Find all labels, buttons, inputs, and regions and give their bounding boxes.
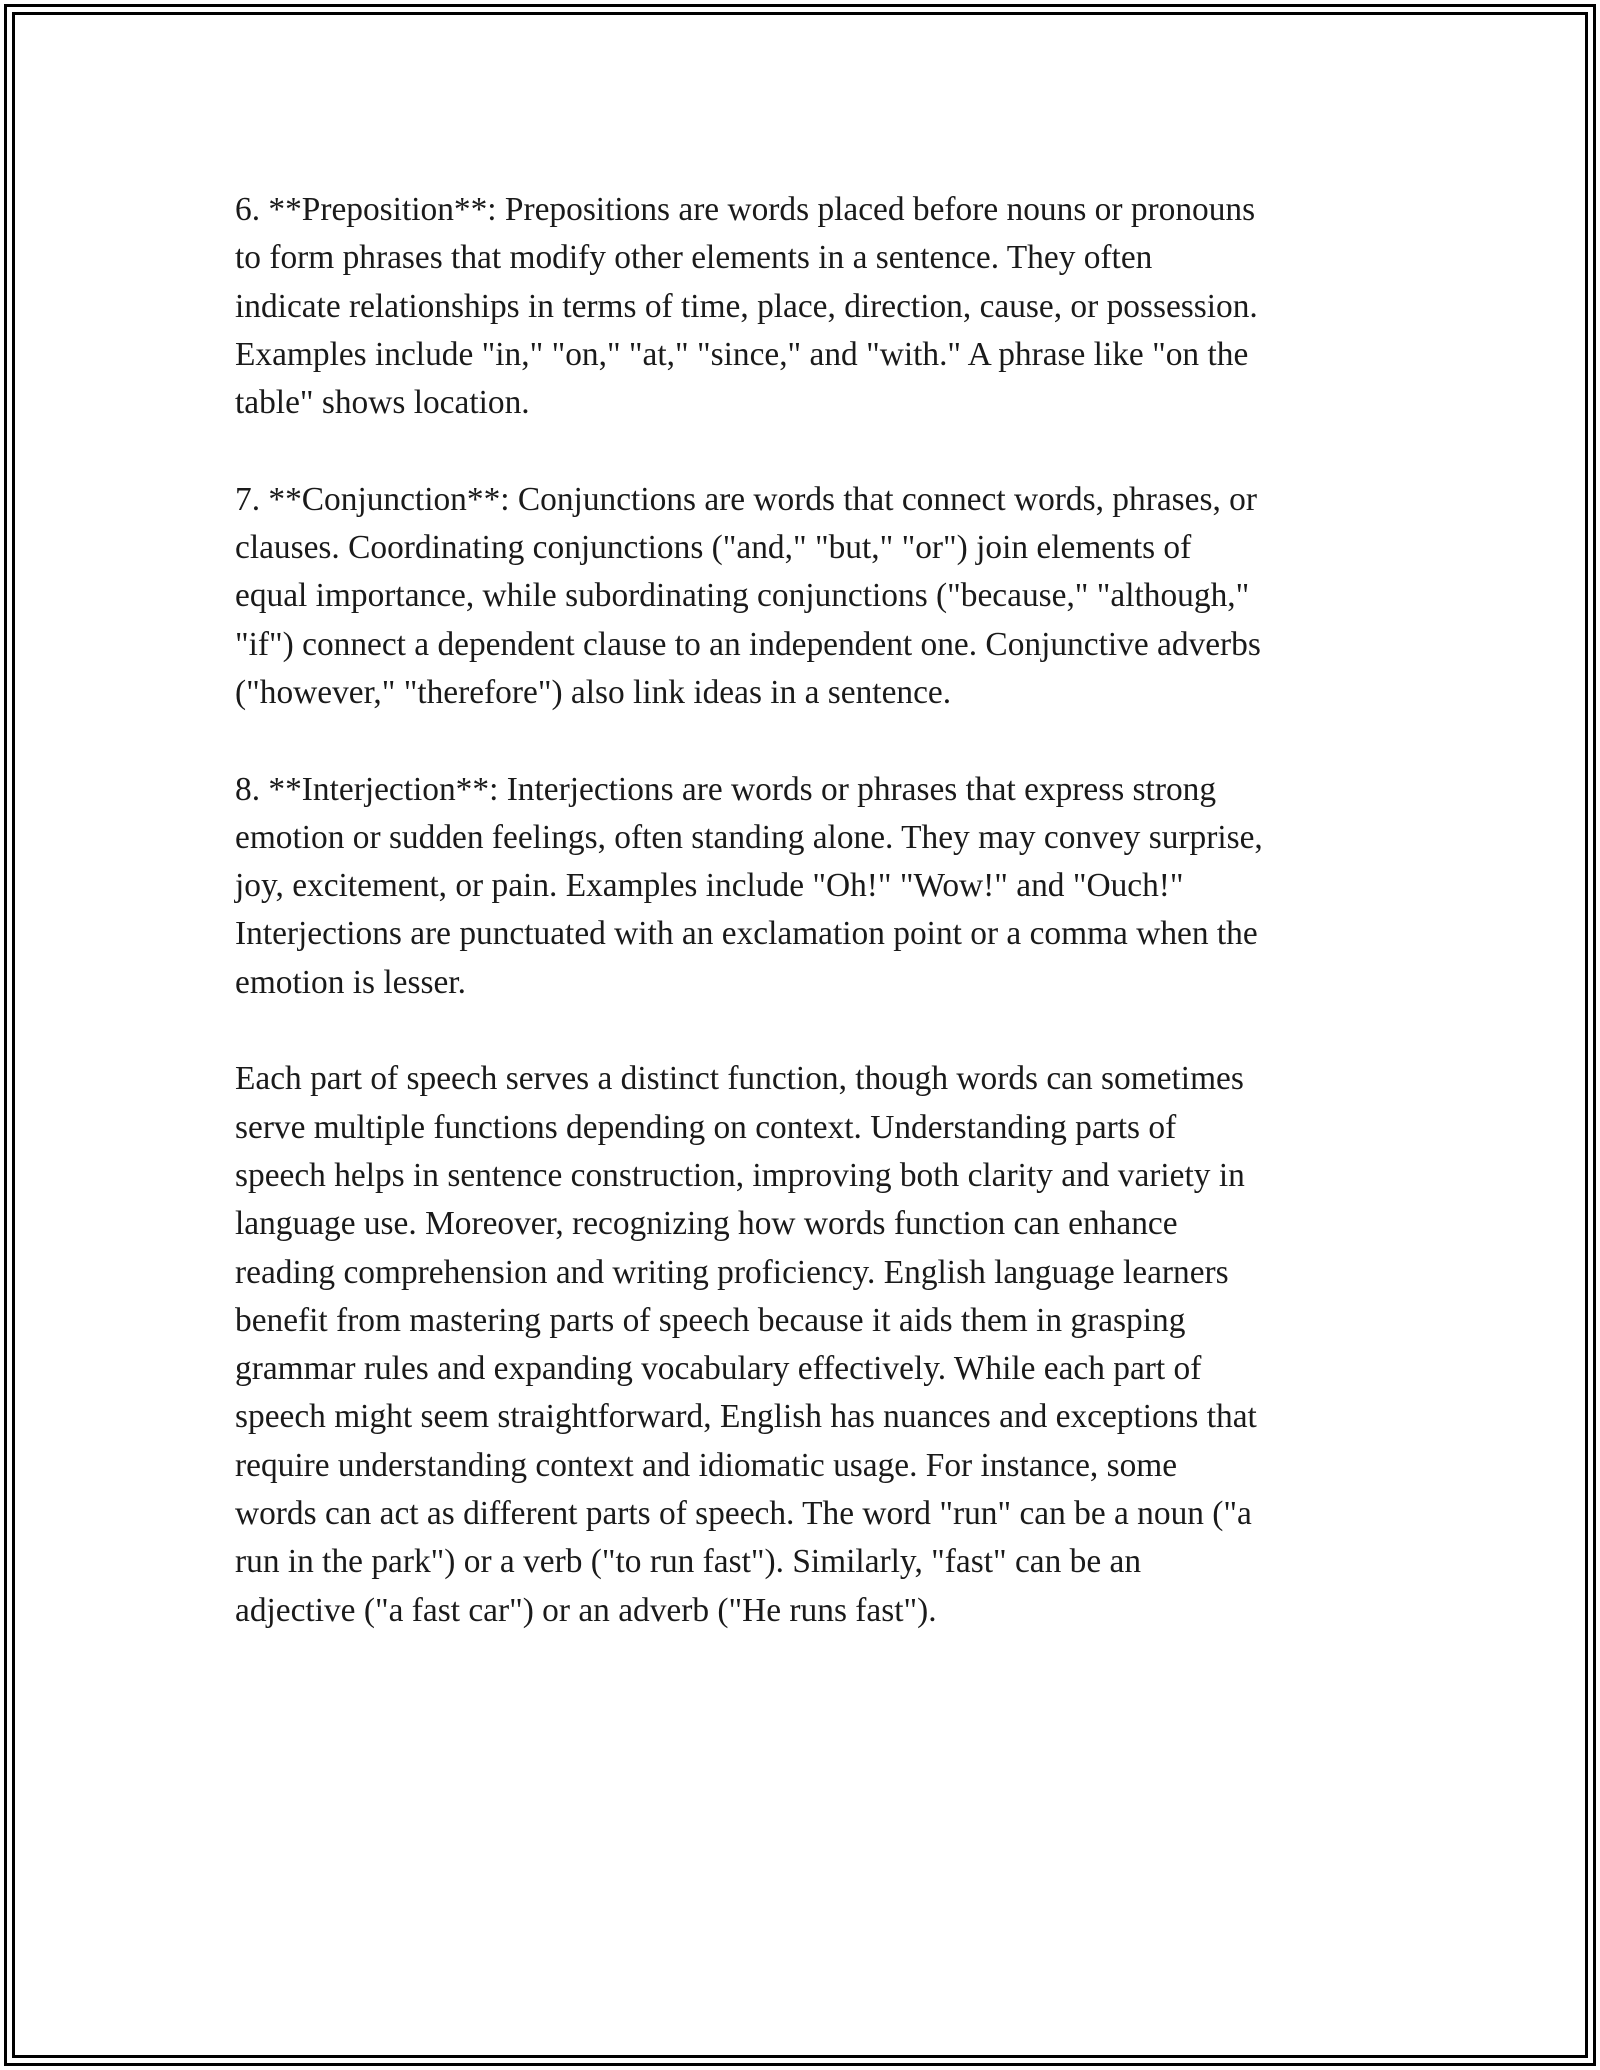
text-line: reading comprehension and writing proficiency. English language learners — [235, 1253, 1229, 1291]
text-line: speech helps in sentence construction, improving both clarity and variety in — [235, 1156, 1245, 1194]
text-line: grammar rules and expanding vocabulary effectively. While each part of — [235, 1350, 1202, 1388]
text-line: equal importance, while subordinating conjunctions ("because," "although," — [235, 577, 1250, 615]
text-line: Interjections are punctuated with an exclamation point or a comma when the — [235, 915, 1258, 953]
text-line: ("however," "therefore") also link ideas in a sentence. — [235, 673, 952, 711]
paragraph-summary — [235, 1055, 1380, 1635]
text-line: 8. **Interjection**: Interjections are words or phrases that express strong — [235, 770, 1217, 808]
text-line: "if") connect a dependent clause to an independent one. Conjunctive adverbs — [235, 625, 1261, 663]
text-line: language use. Moreover, recognizing how words function can enhance — [235, 1205, 1178, 1243]
paragraph-interjection — [235, 766, 1380, 1007]
text-line: Each part of speech serves a distinct function, though words can sometimes — [235, 1060, 1244, 1098]
text-line: clauses. Coordinating conjunctions ("and," "but," "or") join elements of — [235, 529, 1192, 567]
text-line: require understanding context and idiomatic usage. For instance, some — [235, 1446, 1178, 1484]
text-line: Examples include "in," "on," "at," "since," and "with." A phrase like "on the — [235, 335, 1249, 373]
text-line: 6. **Preposition**: Prepositions are words placed before nouns or pronouns — [235, 191, 1256, 228]
paragraph-conjunction — [235, 476, 1380, 717]
paragraph-preposition — [235, 186, 1380, 427]
text-line: run in the park") or a verb ("to run fast"). Similarly, "fast" can be an — [235, 1543, 1142, 1581]
text-line: joy, excitement, or pain. Examples include "Oh!" "Wow!" and "Ouch!" — [235, 867, 1184, 905]
text-line: 7. **Conjunction**: Conjunctions are words that connect words, phrases, or — [235, 480, 1257, 518]
text-line: to form phrases that modify other elements in a sentence. They often — [235, 239, 1153, 277]
text-line: benefit from mastering parts of speech because it aids them in grasping — [235, 1301, 1186, 1339]
text-line: serve multiple functions depending on context. Understanding parts of — [235, 1108, 1177, 1146]
text-line: emotion or sudden feelings, often standing alone. They may convey surprise, — [235, 818, 1263, 856]
document-body — [235, 186, 1380, 1635]
text-line: adjective ("a fast car") or an adverb ("He runs fast"). — [235, 1591, 937, 1629]
text-line: emotion is lesser. — [235, 963, 466, 1001]
text-line: speech might seem straightforward, English has nuances and exceptions that — [235, 1398, 1257, 1436]
text-line: indicate relationships in terms of time, place, direction, cause, or possession. — [235, 287, 1258, 325]
text-line: words can act as different parts of speech. The word "run" can be a noun ("a — [235, 1495, 1252, 1533]
text-line: table" shows location. — [235, 384, 530, 422]
